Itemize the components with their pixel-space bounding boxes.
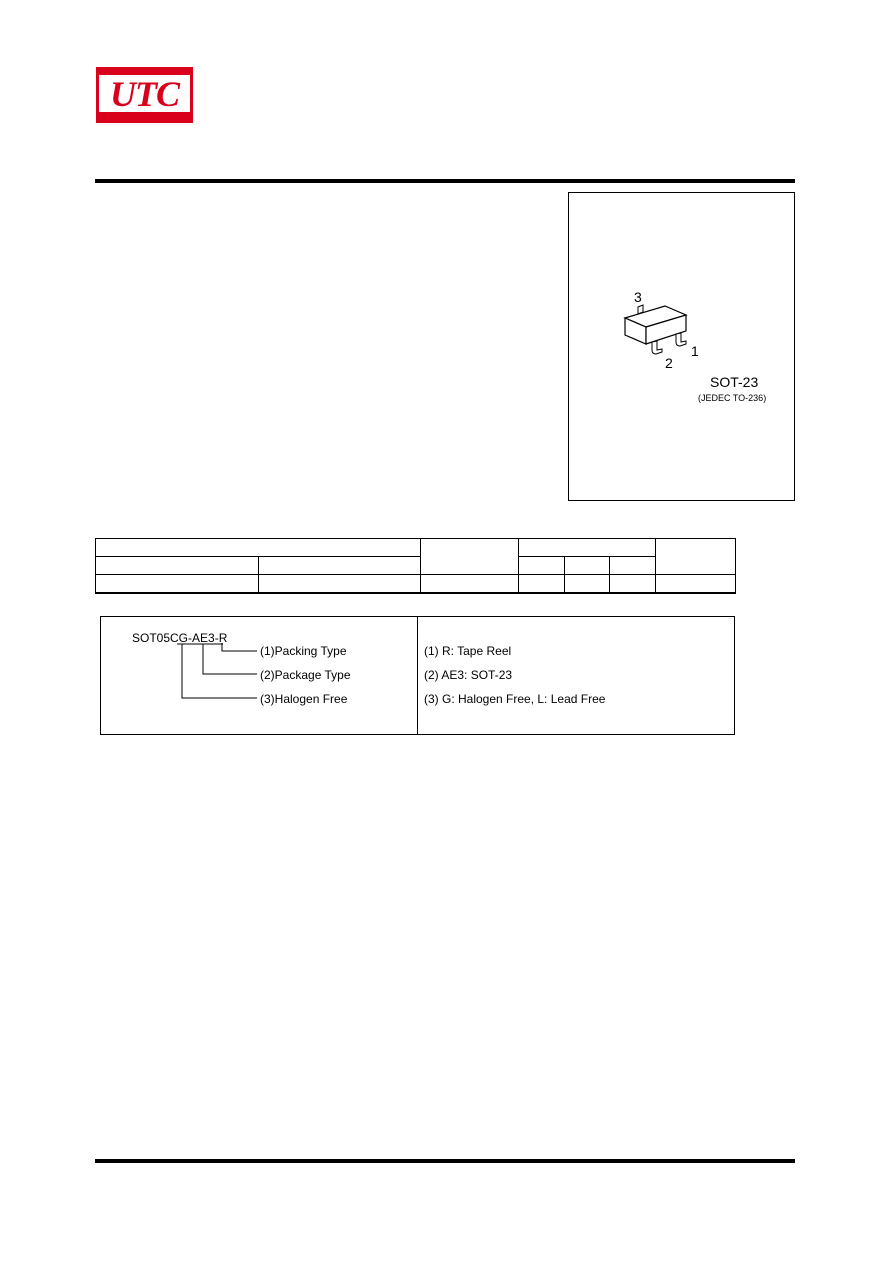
logo-inner [99, 75, 190, 112]
field-package-type: (2)Package Type [260, 668, 351, 682]
legend-packing: (1) R: Tape Reel [424, 644, 512, 658]
sot23-package-drawing [569, 193, 794, 500]
part-number-box [100, 616, 735, 735]
table-cell [610, 557, 656, 575]
bottom-rule [95, 1159, 795, 1163]
table-row [96, 575, 736, 594]
ordering-table [95, 538, 736, 594]
pin-1-label: 1 [691, 343, 699, 359]
table-cell [96, 575, 259, 594]
pin-2-label: 2 [665, 355, 673, 371]
table-row [96, 557, 736, 575]
table-cell [519, 575, 565, 594]
legend-package: (2) AE3: SOT-23 [424, 668, 513, 682]
part-number-divider [417, 617, 418, 734]
table-cell [519, 539, 656, 557]
table-cell [519, 557, 565, 575]
table-cell [656, 575, 736, 594]
table-row [96, 539, 736, 557]
field-halogen-free: (3)Halogen Free [260, 692, 348, 706]
legend-halogen: (3) G: Halogen Free, L: Lead Free [424, 692, 606, 706]
table-cell [96, 557, 259, 575]
table-cell [96, 539, 421, 557]
table-cell [565, 557, 610, 575]
logo-text: UTC [110, 74, 179, 114]
part-number-code: SOT05CG-AE3-R [132, 631, 228, 645]
package-box [568, 192, 795, 501]
table-cell [656, 539, 736, 575]
table-cell [259, 575, 421, 594]
table-cell [421, 575, 519, 594]
package-note: (JEDEC TO-236) [698, 393, 767, 403]
package-name: SOT-23 [710, 374, 759, 390]
table-cell [610, 575, 656, 594]
top-rule [95, 179, 795, 183]
table-cell [565, 575, 610, 594]
pin-3-label: 3 [634, 289, 642, 305]
table-cell [259, 557, 421, 575]
field-packing-type: (1)Packing Type [260, 644, 347, 658]
table-cell [421, 539, 519, 575]
utc-logo [96, 67, 193, 123]
